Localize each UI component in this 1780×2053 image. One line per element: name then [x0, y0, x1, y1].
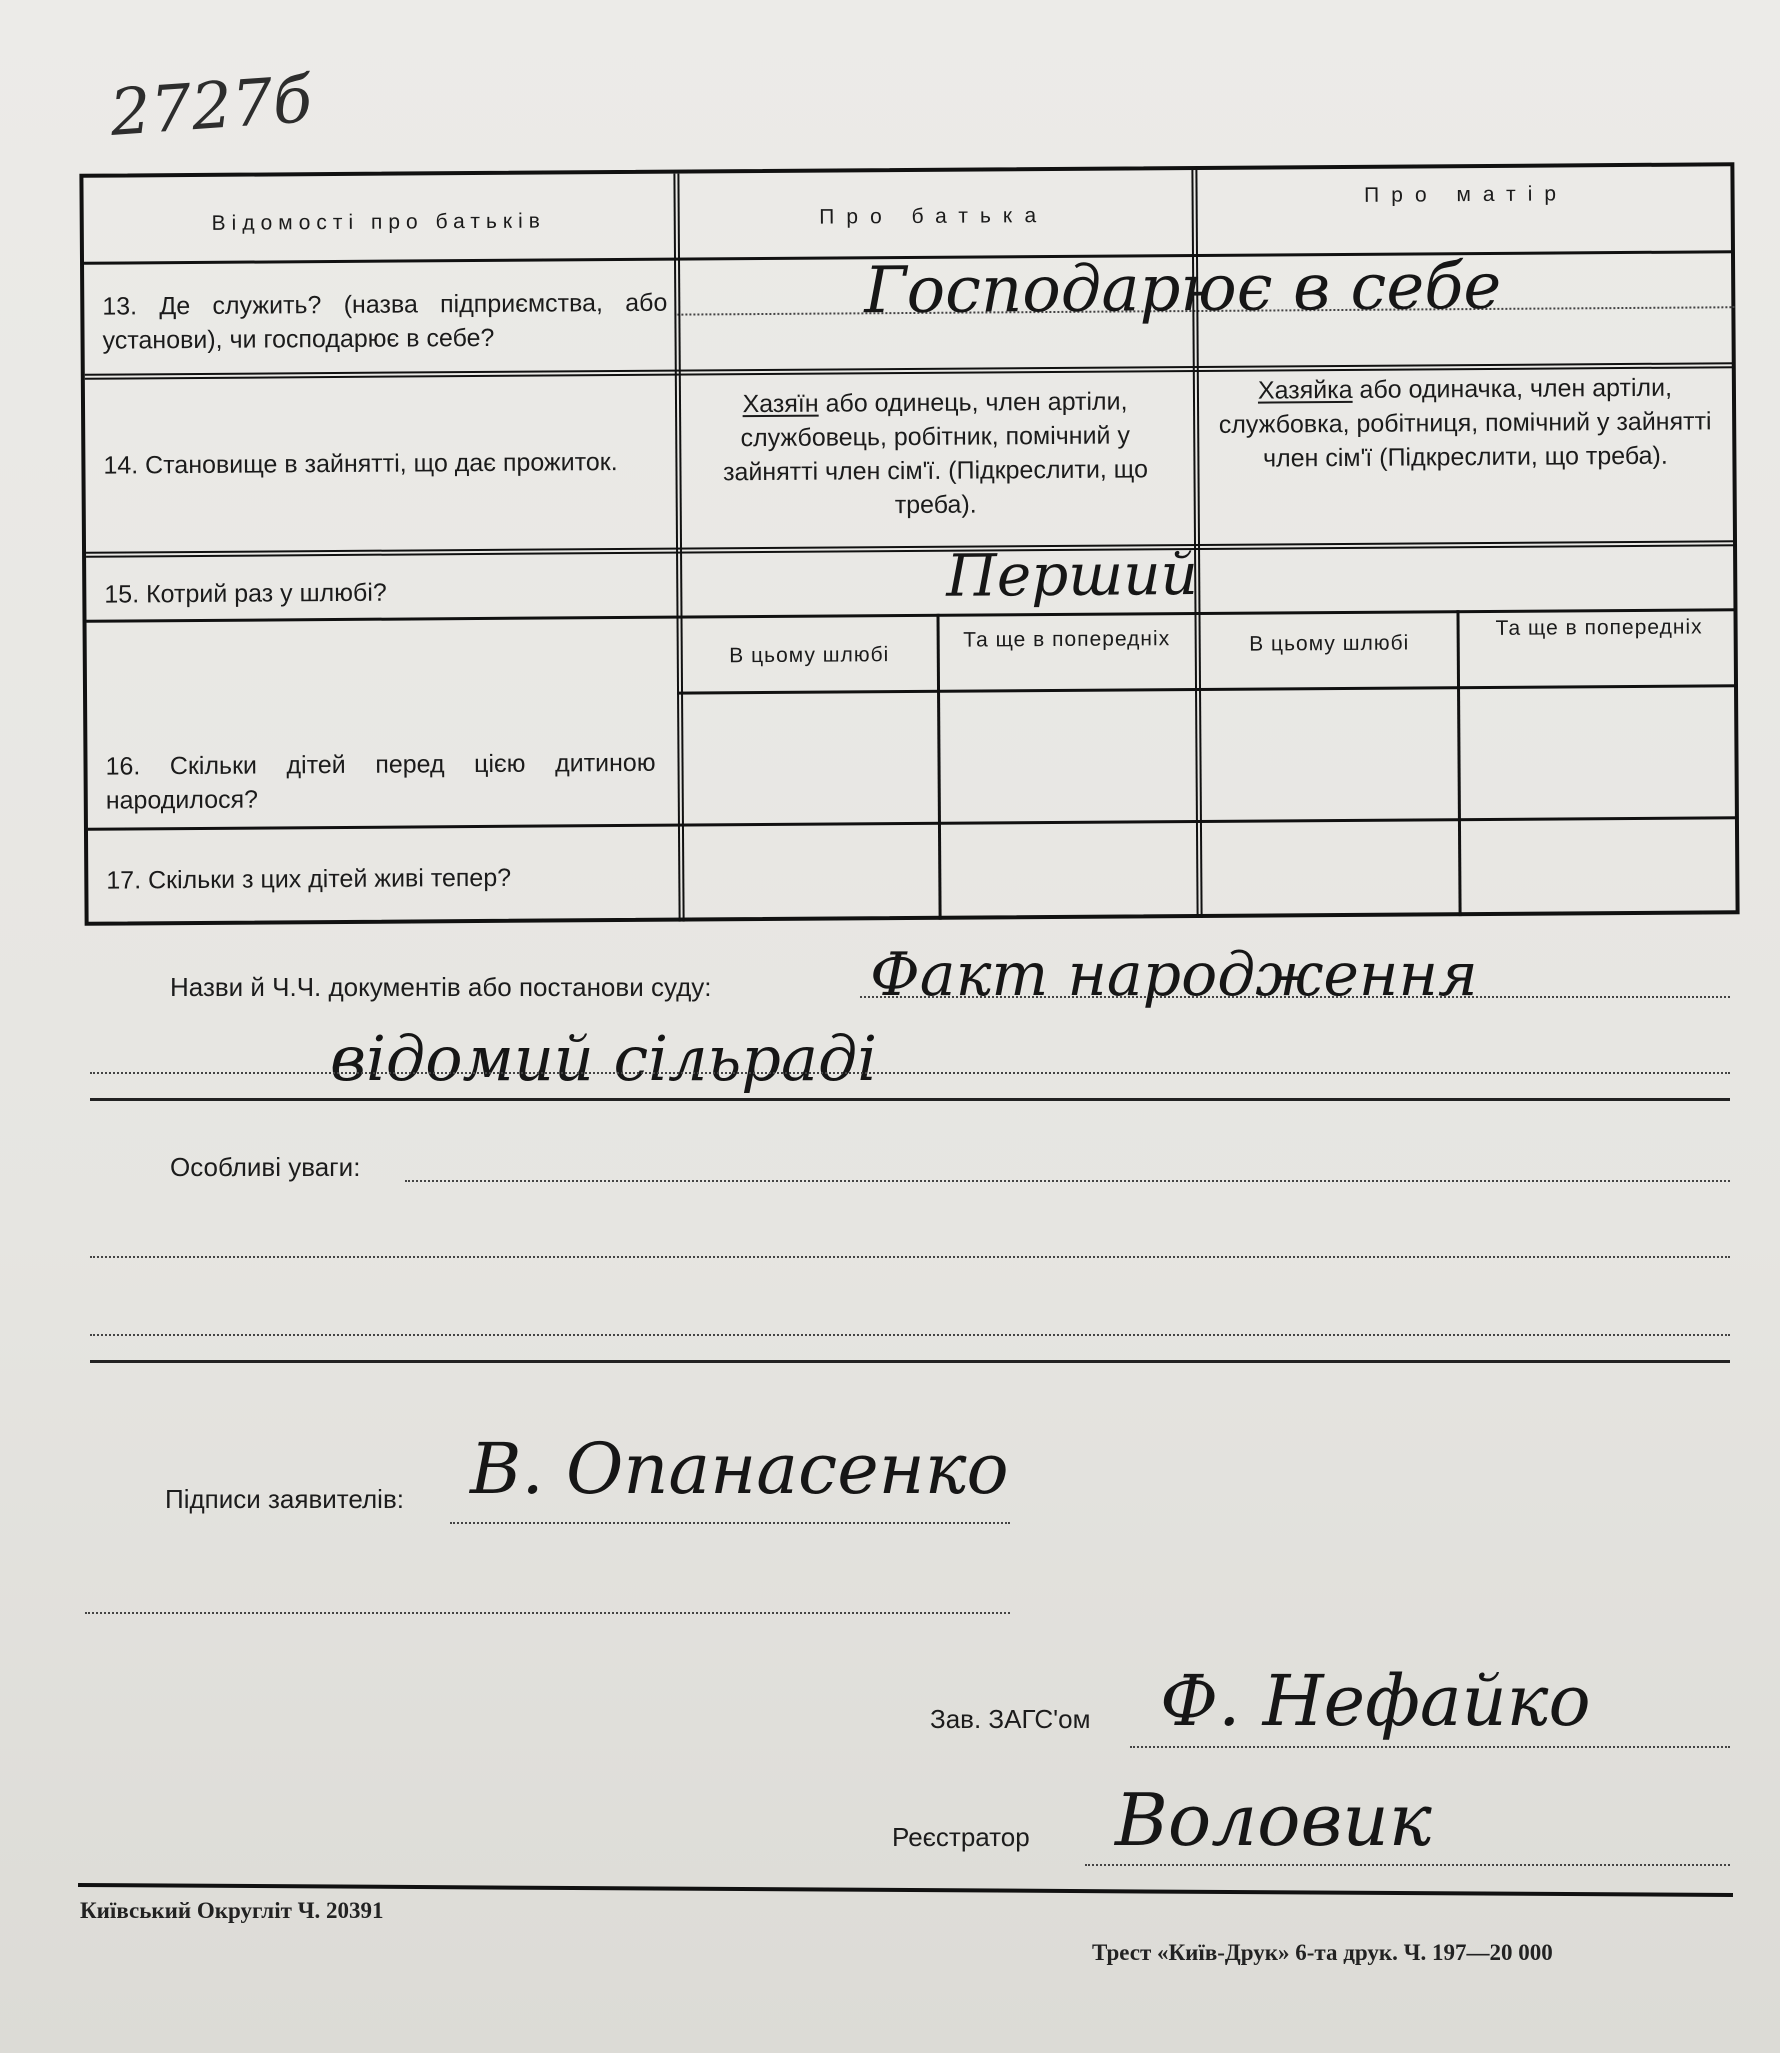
header-mother: Про матір: [1364, 182, 1569, 207]
remarks-dotted-line: [90, 1334, 1730, 1336]
applicants-dotted-line: [85, 1612, 1010, 1614]
documents-dotted-line: [90, 1072, 1730, 1074]
subheader-this-marriage-father: В цьому шлюбі: [729, 643, 890, 668]
row-divider: [88, 816, 1738, 831]
options-text-father: або одинець, член артіли, службовець, робітник, помічний у зайнятті член сім'ї. (Підкреслити, що треба).: [722, 387, 1149, 520]
subheader-previous-mother: Та ще в попередніх: [1495, 615, 1703, 640]
zags-head-dotted-line: [1130, 1746, 1730, 1748]
footer-publisher-left: Київський Округліт Ч. 20391: [80, 1898, 384, 1923]
selected-option-mother: Хазяйка: [1257, 375, 1353, 405]
applicants-label: Підписи заявителів:: [165, 1484, 404, 1514]
row-divider: [677, 684, 1737, 694]
subheader-previous-father: Та ще в попередніх: [963, 627, 1171, 652]
documents-handwritten-2: відомий сільраді: [330, 1022, 878, 1095]
documents-handwritten-1: Факт народження: [870, 940, 1478, 1010]
col-divider: [936, 614, 941, 920]
applicants-dotted-line: [450, 1522, 1010, 1524]
header-info: Відомості про батьків: [211, 209, 546, 235]
registrar-label: Реєстратор: [892, 1822, 1030, 1852]
remarks-dotted-line: [90, 1256, 1730, 1258]
documents-label: Назви й Ч.Ч. документів або постанови суду:: [170, 972, 712, 1002]
registrar-signature: Воловик: [1115, 1778, 1432, 1862]
question-13-label: 13. Де служить? (назва підприємства, або установи), чи господарює в себе?: [102, 288, 668, 355]
question-14-label: 14. Становище в зайнятті, що дає прожиток.: [103, 448, 618, 480]
question-14-mother-options: [1210, 370, 1721, 476]
footer-publisher-right: Трест «Київ-Друк» 6-та друк. Ч. 197—20 000: [1092, 1940, 1553, 1965]
remarks-dotted-line: [405, 1180, 1730, 1182]
section-divider: [90, 1098, 1730, 1101]
selected-option-father: Хазяїн: [742, 389, 819, 419]
question-13-answer: Господарює в себе: [863, 249, 1502, 329]
col-divider: [1456, 610, 1461, 916]
applicants-signature: В. Опанасенко: [470, 1428, 1009, 1510]
question-15-answer: Перший: [945, 539, 1199, 610]
row-divider: [86, 540, 1736, 558]
archive-number: 2727б: [107, 63, 315, 151]
zags-head-label: Зав. ЗАГС'ом: [930, 1704, 1091, 1734]
footer-divider: [78, 1883, 1733, 1897]
subheader-this-marriage-mother: В цьому шлюбі: [1249, 631, 1410, 656]
question-15-label: 15. Котрий раз у шлюбі?: [104, 578, 387, 609]
question-14-father-options: [695, 384, 1176, 523]
remarks-label: Особливі уваги:: [170, 1152, 361, 1182]
question-17-label: 17. Скільки з цих дітей живі тепер?: [106, 863, 512, 895]
section-divider: [90, 1360, 1730, 1363]
options-text-mother: або одиначка, член артіли, службовка, робітниця, помічний у зайнятті член сім'ї (Підкреслити, що треба).: [1218, 373, 1712, 473]
question-16-label: 16. Скільки дітей перед цією дитиною народилося?: [105, 748, 656, 815]
registrar-dotted-line: [1085, 1864, 1730, 1866]
parents-info-table: [79, 162, 1739, 926]
header-father: Про батька: [819, 204, 1049, 229]
zags-head-signature: Ф. Нефайко: [1160, 1660, 1591, 1742]
